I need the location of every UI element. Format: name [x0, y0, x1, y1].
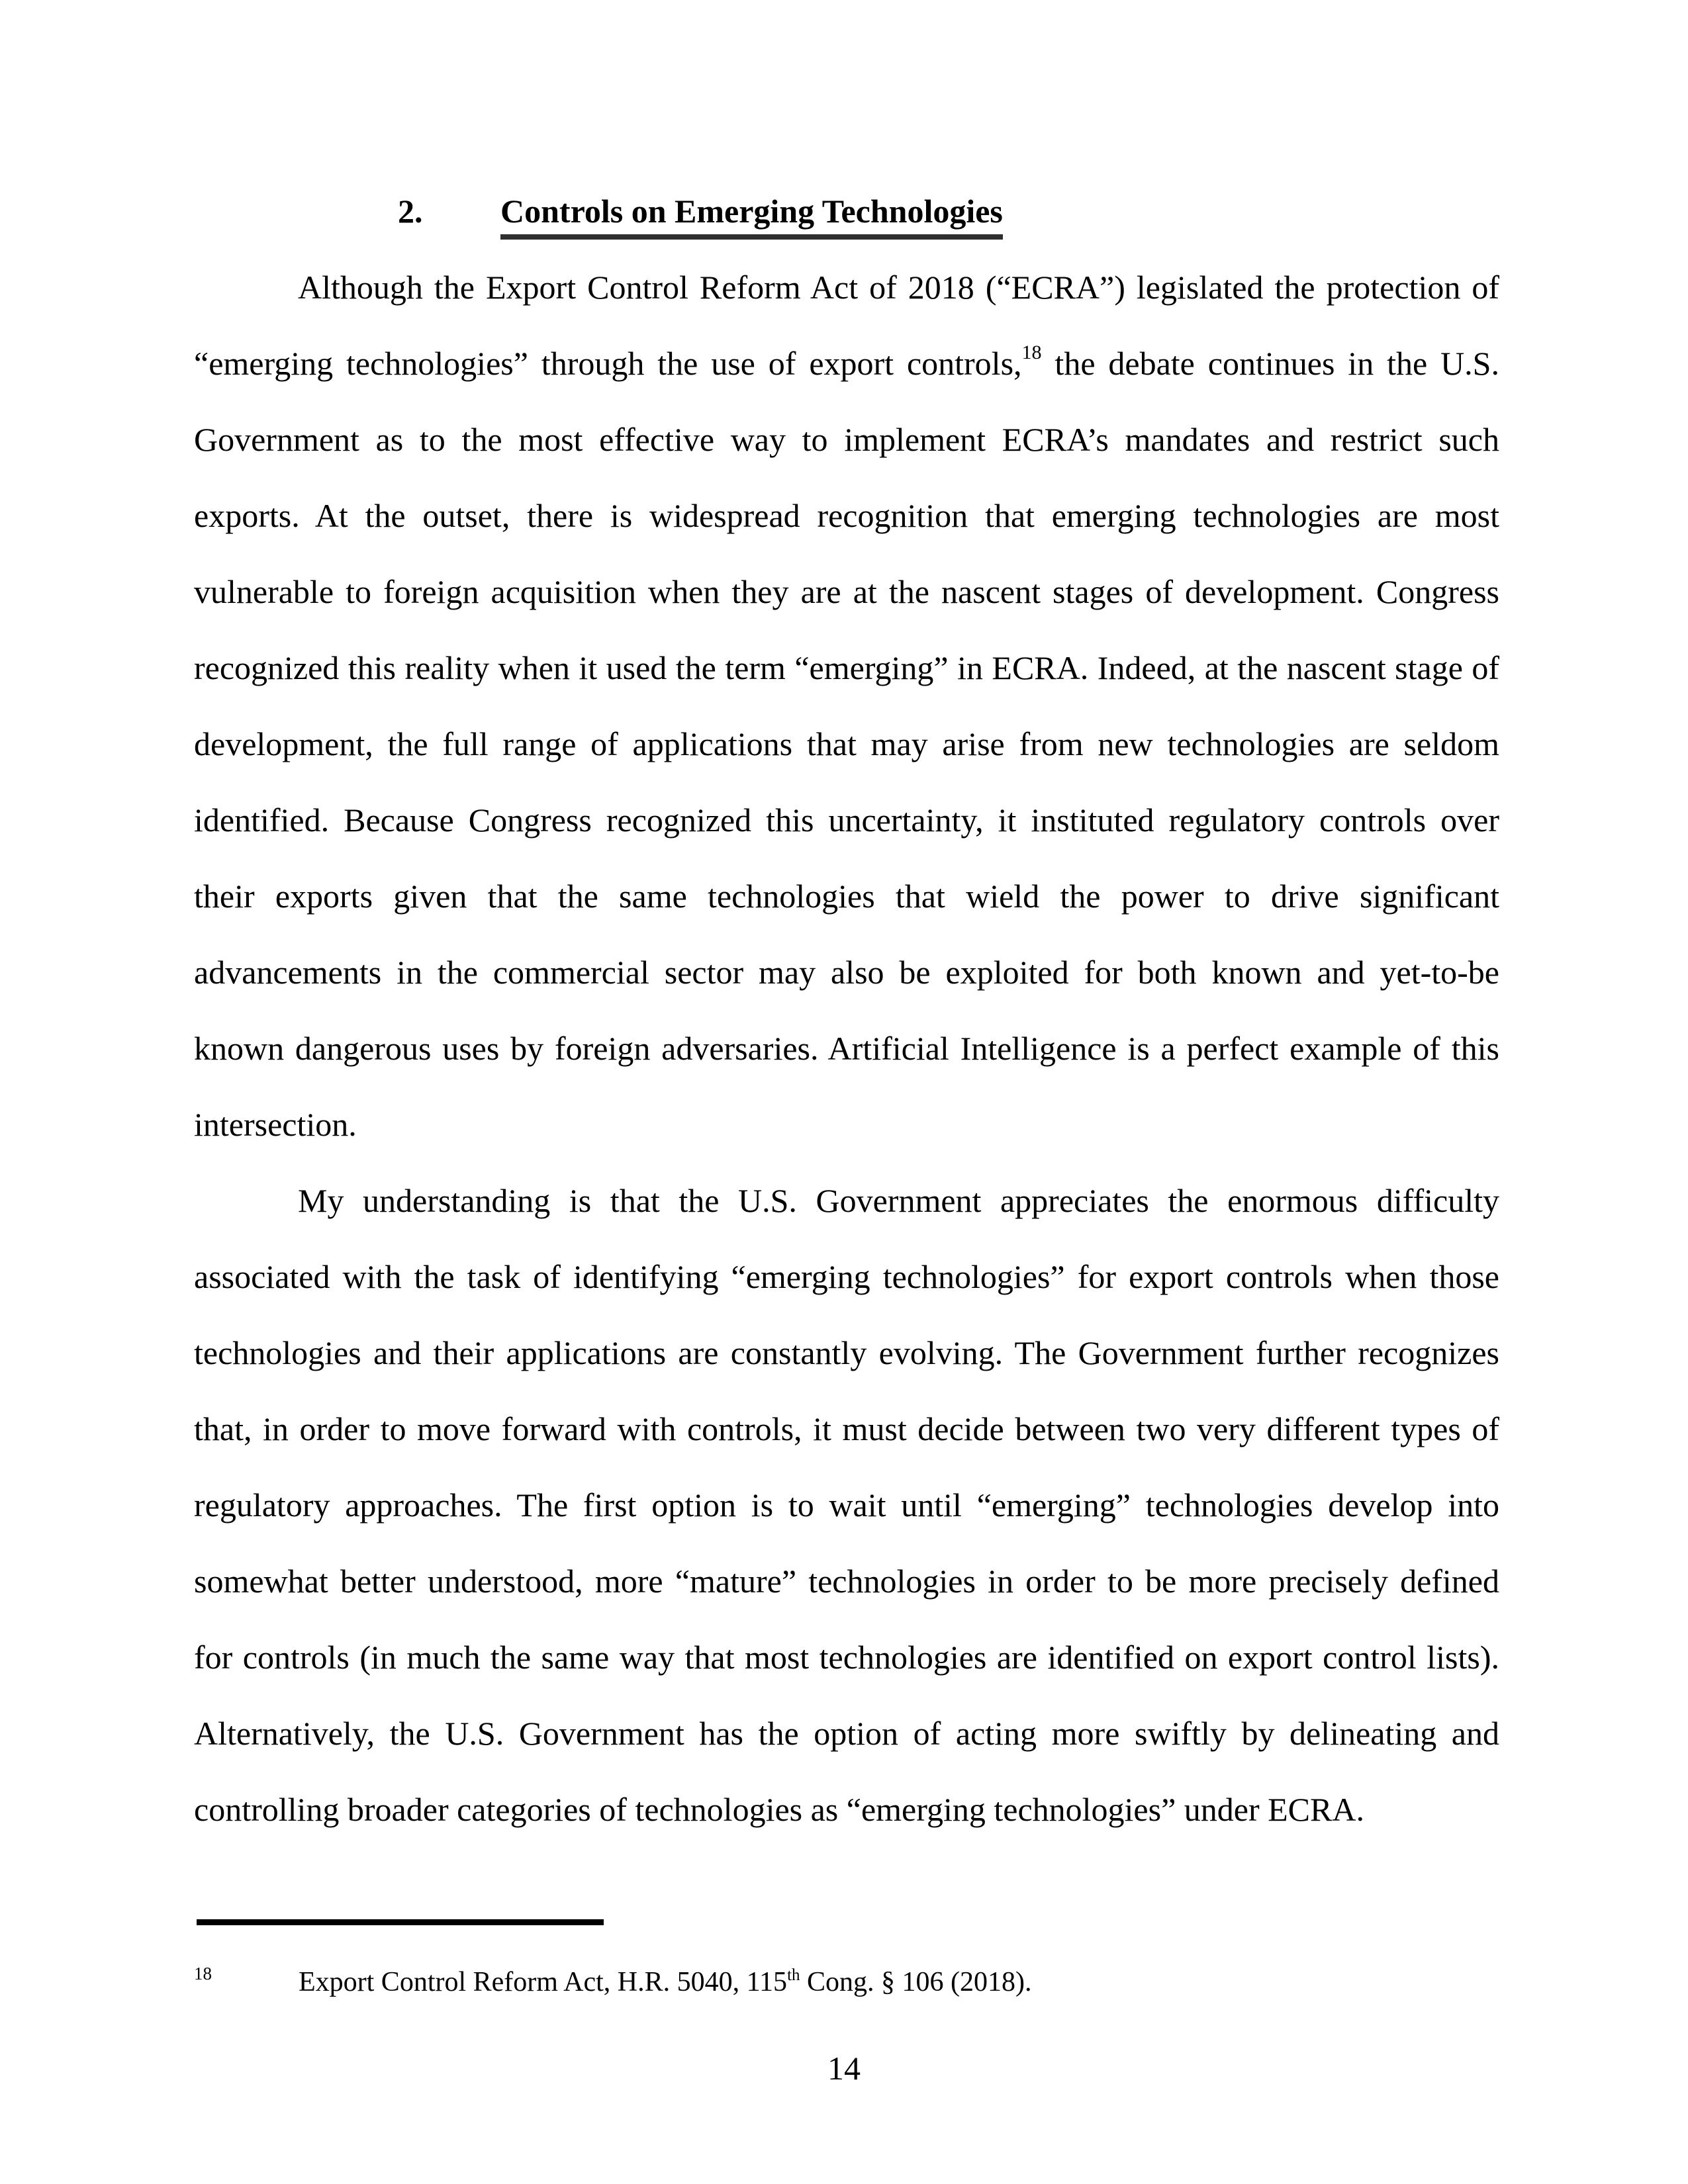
page-number: 14	[827, 2050, 861, 2087]
section-number: 2.	[398, 193, 423, 230]
document-body	[194, 173, 1499, 1848]
paragraph-2-text: My understanding is that the U.S. Government appreciates the enormous difficulty associated with the task of identifying “emerging technologies” for export controls when those technologies and their applications are constantly evolving. The Government further recognizes that, in order to move forward with controls, it must decide between two very different types of regulatory approaches. The first option is to wait until “emerging” technologies develop into somewhat better understood, more “mature” technologies in order to be more precisely defined for controls (in much the same way that most technologies are identified on export control lists). Alternatively, the U.S. Government has the option of acting more swiftly by delineating and controlling broader categories of technologies as “emerging technologies” under ECRA.	[194, 1182, 1499, 1828]
footnote-separator	[197, 1919, 604, 1925]
section-heading	[194, 173, 1499, 250]
section-title: Controls on Emerging Technologies	[500, 192, 1003, 240]
footnote-text-part2: Cong. § 106 (2018).	[800, 1967, 1032, 1997]
paragraph-1-text-after-ref: the debate continues in the U.S. Government as to the most effective way to implement ECRA’s mandates and restrict such exports. At the outset, there is widespread recognition that emerging technologies are most vulnerable to foreign acquisition when they are at the nascent stages of development. Congress recognized this reality when it used the term “emerging” in ECRA. Indeed, at the nascent stage of development, the full range of applications that may arise from new technologies are seldom identified. Because Congress recognized this uncertainty, it instituted regulatory controls over their exports given that the same technologies that wield the power to drive significant advancements in the commercial sector may also be exploited for both known and yet-to-be known dangerous uses by foreign adversaries. Artificial Intelligence is a perfect example of this intersection.	[194, 345, 1499, 1143]
body-paragraph-2	[194, 1163, 1499, 1848]
footnote-reference: 18	[1021, 341, 1042, 363]
body-paragraph-1	[194, 250, 1499, 1163]
footnote	[194, 1954, 1499, 2002]
paragraph-1-text-before-ref: Although the Export Control Reform Act of 2018 (“ECRA”) legislated the protection of “emerging technologies” through the use of export controls,	[194, 269, 1499, 382]
footnote-text-part1: Export Control Reform Act, H.R. 5040, 115	[299, 1967, 788, 1997]
ordinal-superscript: th	[787, 1966, 800, 1984]
footnote-marker: 18	[194, 1964, 212, 1983]
